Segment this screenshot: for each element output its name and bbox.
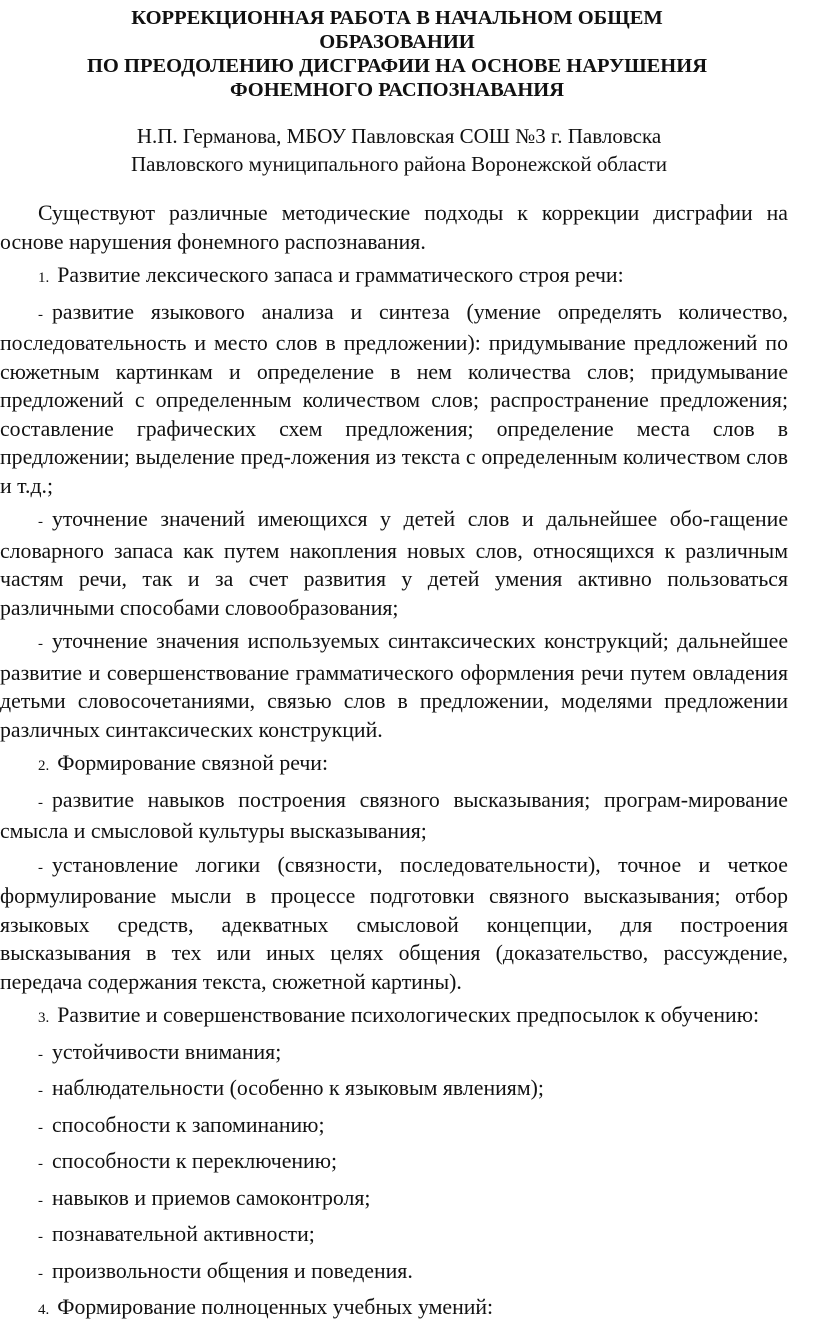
section-heading-text: Развитие лексического запаса и грамматического строя речи: — [57, 263, 624, 287]
author-line: Н.П. Германова, МБОУ Павловская СОШ №3 г. Павловска — [136, 124, 662, 148]
list-item — [0, 1038, 788, 1070]
title-line: КОРРЕКЦИОННАЯ РАБОТА В НАЧАЛЬНОМ ОБЩЕМ — [131, 7, 663, 29]
list-number: 2. — [38, 758, 50, 774]
author-block — [0, 122, 788, 178]
list-number: 1. — [38, 270, 50, 286]
section-heading-text: Развитие и совершенствование психологических предпосылок к обучению: — [57, 1003, 760, 1027]
list-item-text: развитие языкового анализа и синтеза (умение определять количество, последовательность и место слов в предложении): придумывание предложений по сюжетным картинкам и определение в нем количества слов; придумывание предложений с определенным количеством слов; распространение предложения; составление графических схем предложения; определение места слов в предложении; выделение пред-ложения из текста с определенным количеством слов и т.д.; — [0, 299, 788, 498]
list-item — [0, 298, 788, 501]
title-line: ФОНЕМНОГО РАСПОЗНАВАНИЯ — [229, 79, 565, 101]
dash-bullet: - — [38, 1192, 43, 1209]
list-item — [0, 1257, 788, 1289]
list-item — [0, 786, 788, 846]
list-item-text: уточнение значения используемых синтаксических конструкций; дальнейшее развитие и совершенствование грамматического оформления речи путем овладения детьми словосочетаниями, связью слов в предложении, моделями предложении различных синтаксических конструкций. — [0, 629, 788, 742]
list-item — [0, 627, 788, 744]
list-item-text: произвольности общения и поведения. — [52, 1258, 413, 1283]
list-item-text: наблюдательности (особенно к языковым явлениям); — [52, 1076, 544, 1100]
section-heading — [0, 749, 788, 781]
list-item-text: познавательной активности; — [52, 1222, 315, 1246]
dash-bullet: - — [38, 636, 43, 652]
list-item — [0, 1111, 788, 1143]
dash-bullet: - — [38, 1229, 43, 1245]
list-item — [0, 1184, 788, 1216]
list-item-text: способности к переключению; — [52, 1149, 338, 1173]
section-heading — [0, 1293, 788, 1325]
list-number: 3. — [38, 1010, 50, 1026]
section-heading-text: Формирование полноценных учебных умений: — [57, 1295, 494, 1319]
dash-bullet: - — [38, 1265, 43, 1282]
list-item — [0, 1074, 788, 1106]
list-item-text: развитие навыков построения связного высказывания; програм-мирование смысла и смысловой культуры высказывания; — [0, 787, 788, 843]
title-line: ОБРАЗОВАНИИ — [319, 31, 475, 53]
dash-bullet: - — [38, 1119, 43, 1136]
dash-bullet: - — [38, 306, 43, 323]
document-title — [0, 6, 788, 102]
list-item-text: уточнение значений имеющихся у детей слов и дальнейшее обо-гащение словарного запаса как путем накопления новых слов, относящихся к различным частям речи, так и за счет развития у детей умения активно пользоваться различными способами словообразования; — [0, 507, 788, 620]
list-item — [0, 505, 788, 622]
list-item — [0, 1220, 788, 1252]
dash-bullet: - — [38, 859, 43, 876]
dash-bullet: - — [38, 794, 43, 811]
affiliation-line: Павловского муниципального района Воронежской области — [130, 152, 668, 176]
list-item-text: навыков и приемов самоконтроля; — [52, 1185, 371, 1210]
dash-bullet: - — [38, 1046, 43, 1063]
list-item-text: установление логики (связности, последовательности), точное и четкое формулирование мысли в процессе подготовки связного высказывания; отбор языковых средств, адекватных смысловой концепции, для построения высказывания в тех или иных целях общения (доказательство, рассуждение, передача содержания текста, сюжетной картины). — [0, 852, 788, 994]
list-number: 4. — [38, 1302, 50, 1318]
dash-bullet: - — [38, 1156, 43, 1172]
list-item — [0, 851, 788, 997]
dash-bullet: - — [38, 1083, 43, 1099]
list-item-text: устойчивости внимания; — [52, 1039, 282, 1064]
title-line: ПО ПРЕОДОЛЕНИЮ ДИСГРАФИИ НА ОСНОВЕ НАРУШЕНИЯ — [86, 55, 707, 77]
section-heading-text: Формирование связной речи: — [57, 751, 329, 775]
section-heading — [0, 261, 788, 293]
document-body — [0, 199, 788, 1325]
dash-bullet: - — [38, 514, 43, 530]
document-page — [0, 6, 816, 1319]
intro-paragraph: Существуют различные методические подходы к коррекции дисграфии на основе нарушения фонемного распознавания. — [0, 201, 788, 254]
section-heading — [0, 1001, 788, 1033]
list-item — [0, 1147, 788, 1179]
list-item-text: способности к запоминанию; — [52, 1112, 325, 1137]
